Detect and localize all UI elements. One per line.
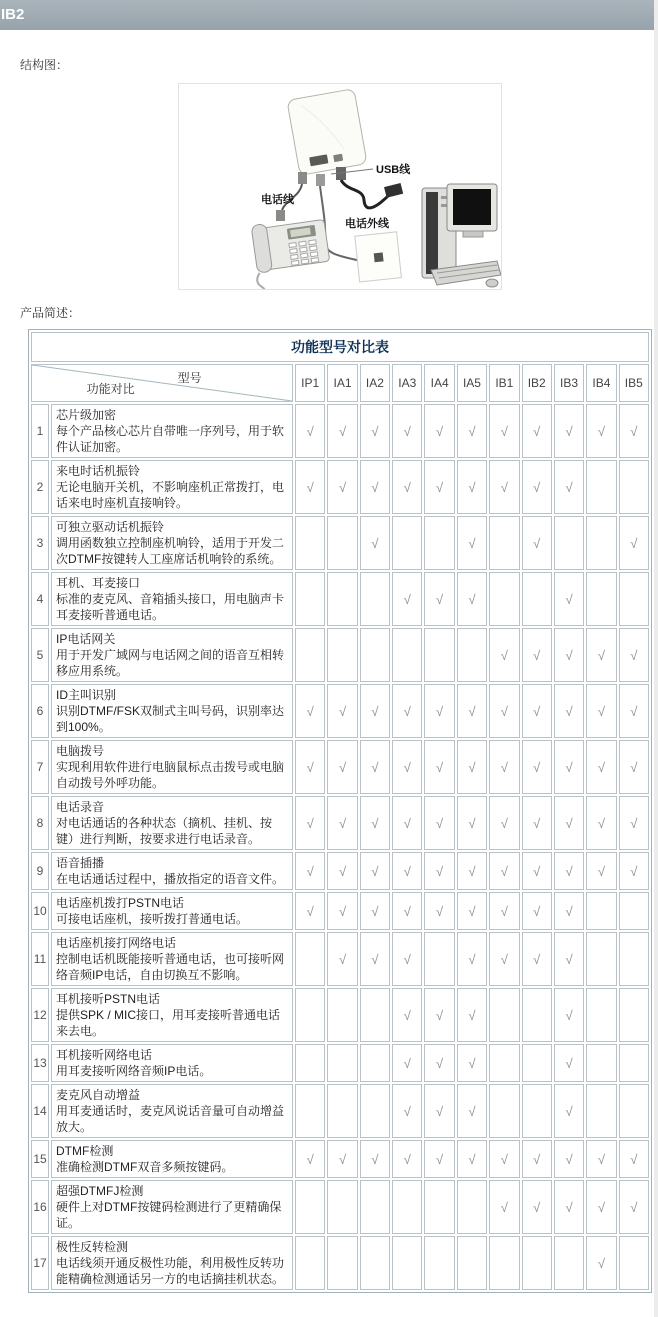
feature-title: 可独立驱动话机振铃 xyxy=(56,520,165,534)
check-mark: √ xyxy=(619,1180,649,1234)
check-mark: √ xyxy=(619,404,649,458)
check-mark: √ xyxy=(360,892,390,930)
check-mark: √ xyxy=(392,740,422,794)
check-mark: √ xyxy=(295,852,325,890)
check-mark: √ xyxy=(522,460,552,514)
model-header-ib1: IB1 xyxy=(489,364,519,402)
feature-title: 麦克风自动增益 xyxy=(56,1088,141,1102)
check-mark: √ xyxy=(424,852,454,890)
feature-row xyxy=(31,1236,649,1290)
check-mark: √ xyxy=(424,404,454,458)
feature-row xyxy=(31,684,649,738)
check-mark: √ xyxy=(327,892,357,930)
feature-row-number: 14 xyxy=(31,1084,49,1138)
check-mark: √ xyxy=(457,684,487,738)
feature-row-number: 1 xyxy=(31,404,49,458)
check-mark: √ xyxy=(327,796,357,850)
feature-row xyxy=(31,628,649,682)
check-mark: √ xyxy=(392,572,422,626)
check-mark: √ xyxy=(554,892,584,930)
check-empty xyxy=(360,988,390,1042)
check-mark: √ xyxy=(360,516,390,570)
feature-description: 控制电话机既能接听普通电话，也可接听网络音频IP电话，自由切换互不影响。 xyxy=(56,952,285,982)
check-mark: √ xyxy=(522,892,552,930)
check-mark: √ xyxy=(360,740,390,794)
check-empty xyxy=(360,1236,390,1290)
check-empty xyxy=(457,1180,487,1234)
check-mark: √ xyxy=(360,460,390,514)
check-mark: √ xyxy=(489,1140,519,1178)
check-mark: √ xyxy=(554,740,584,794)
check-mark: √ xyxy=(489,628,519,682)
check-mark: √ xyxy=(424,1084,454,1138)
feature-row-number: 17 xyxy=(31,1236,49,1290)
check-mark: √ xyxy=(392,892,422,930)
feature-description: 用于开发广域网与电话网之间的语音互相转移应用系统。 xyxy=(56,648,285,678)
check-mark: √ xyxy=(424,988,454,1042)
check-empty xyxy=(295,1084,325,1138)
feature-description: 每个产品核心芯片自带唯一序列号，用于软件认证加密。 xyxy=(56,424,285,454)
feature-row xyxy=(31,1044,649,1082)
feature-row xyxy=(31,572,649,626)
wall-jack-icon xyxy=(355,232,402,282)
check-empty xyxy=(424,1236,454,1290)
check-empty xyxy=(586,460,616,514)
check-mark: √ xyxy=(586,684,616,738)
model-header-ib4: IB4 xyxy=(586,364,616,402)
check-empty xyxy=(360,1180,390,1234)
check-mark: √ xyxy=(554,572,584,626)
check-empty xyxy=(424,932,454,986)
check-mark: √ xyxy=(489,460,519,514)
usb-cable xyxy=(341,180,389,208)
check-empty xyxy=(295,572,325,626)
check-mark: √ xyxy=(586,1236,616,1290)
feature-title: 来电时话机振铃 xyxy=(56,464,141,478)
check-empty xyxy=(295,1180,325,1234)
check-empty xyxy=(327,1084,357,1138)
check-empty xyxy=(619,1236,649,1290)
feature-title: 电话座机拨打PSTN电话 xyxy=(56,896,185,910)
check-mark: √ xyxy=(327,932,357,986)
check-empty xyxy=(586,1044,616,1082)
feature-row xyxy=(31,796,649,850)
check-mark: √ xyxy=(295,740,325,794)
model-header-ia3: IA3 xyxy=(392,364,422,402)
feature-description: 准确检测DTMF双音多频按键码。 xyxy=(56,1160,234,1174)
check-mark: √ xyxy=(392,988,422,1042)
check-empty xyxy=(295,1236,325,1290)
check-mark: √ xyxy=(457,404,487,458)
check-empty xyxy=(489,1236,519,1290)
usb-cable-label: USB线 xyxy=(376,164,411,176)
check-mark: √ xyxy=(327,740,357,794)
check-empty xyxy=(327,1236,357,1290)
check-mark: √ xyxy=(522,740,552,794)
feature-description: 标准的麦克风、音箱插头接口，用电脑声卡耳麦接听普通电话。 xyxy=(56,592,285,622)
check-mark: √ xyxy=(554,932,584,986)
check-empty xyxy=(392,628,422,682)
check-mark: √ xyxy=(424,572,454,626)
check-mark: √ xyxy=(522,796,552,850)
feature-title: 芯片级加密 xyxy=(56,408,117,422)
check-empty xyxy=(295,932,325,986)
feature-title: 耳机接听PSTN电话 xyxy=(56,992,161,1006)
feature-row xyxy=(31,404,649,458)
feature-row-number: 3 xyxy=(31,516,49,570)
model-header-ib2: IB2 xyxy=(522,364,552,402)
feature-row xyxy=(31,988,649,1042)
check-mark: √ xyxy=(619,684,649,738)
feature-title: IP电话网关 xyxy=(56,632,116,646)
check-mark: √ xyxy=(619,516,649,570)
feature-row xyxy=(31,1140,649,1178)
check-mark: √ xyxy=(586,740,616,794)
feature-row-number: 15 xyxy=(31,1140,49,1178)
check-mark: √ xyxy=(619,628,649,682)
feature-title: 电话录音 xyxy=(56,800,105,814)
check-mark: √ xyxy=(392,460,422,514)
check-mark: √ xyxy=(327,852,357,890)
check-mark: √ xyxy=(554,460,584,514)
check-mark: √ xyxy=(554,1044,584,1082)
feature-title: 耳机、耳麦接口 xyxy=(56,576,141,590)
corner-label-model: 型号 xyxy=(177,371,202,385)
check-mark: √ xyxy=(392,932,422,986)
feature-row-number: 4 xyxy=(31,572,49,626)
check-mark: √ xyxy=(586,796,616,850)
check-empty xyxy=(327,516,357,570)
corner-header-cell xyxy=(31,364,293,402)
feature-description: 用耳麦通话时，麦克风说话音量可自动增益放大。 xyxy=(56,1104,285,1134)
check-empty xyxy=(295,988,325,1042)
check-mark: √ xyxy=(360,404,390,458)
check-empty xyxy=(360,572,390,626)
check-mark: √ xyxy=(554,988,584,1042)
check-mark: √ xyxy=(457,988,487,1042)
check-empty xyxy=(327,1044,357,1082)
check-empty xyxy=(489,516,519,570)
check-empty xyxy=(619,460,649,514)
check-mark: √ xyxy=(586,1140,616,1178)
check-empty xyxy=(295,1044,325,1082)
check-mark: √ xyxy=(457,932,487,986)
check-empty xyxy=(586,932,616,986)
check-empty xyxy=(327,1180,357,1234)
check-mark: √ xyxy=(360,932,390,986)
check-mark: √ xyxy=(360,1140,390,1178)
check-mark: √ xyxy=(522,1140,552,1178)
adapter-device-icon xyxy=(287,89,367,176)
check-empty xyxy=(327,988,357,1042)
check-mark: √ xyxy=(522,404,552,458)
check-empty xyxy=(586,892,616,930)
check-empty xyxy=(586,572,616,626)
check-empty xyxy=(424,516,454,570)
feature-title: 语音插播 xyxy=(56,856,105,870)
check-mark: √ xyxy=(392,852,422,890)
check-mark: √ xyxy=(327,460,357,514)
check-mark: √ xyxy=(457,516,487,570)
check-mark: √ xyxy=(424,892,454,930)
check-mark: √ xyxy=(554,684,584,738)
check-mark: √ xyxy=(457,740,487,794)
check-mark: √ xyxy=(522,684,552,738)
check-mark: √ xyxy=(457,892,487,930)
check-empty xyxy=(295,516,325,570)
check-empty xyxy=(360,628,390,682)
check-empty xyxy=(327,572,357,626)
check-empty xyxy=(619,1084,649,1138)
check-mark: √ xyxy=(619,740,649,794)
table-title-row xyxy=(31,332,649,362)
check-empty xyxy=(522,1044,552,1082)
computer-icon xyxy=(422,184,501,287)
check-mark: √ xyxy=(619,796,649,850)
check-mark: √ xyxy=(489,404,519,458)
check-mark: √ xyxy=(424,740,454,794)
structure-section-label: 结构图： xyxy=(20,58,69,72)
feature-row xyxy=(31,932,649,986)
feature-title: 耳机接听网络电话 xyxy=(56,1048,153,1062)
check-mark: √ xyxy=(360,796,390,850)
check-empty xyxy=(392,516,422,570)
check-mark: √ xyxy=(554,404,584,458)
table-title: 功能型号对比表 xyxy=(31,332,649,362)
model-header-ia5: IA5 xyxy=(457,364,487,402)
feature-title: ID主叫识别 xyxy=(56,688,117,702)
check-mark: √ xyxy=(522,628,552,682)
feature-row-number: 11 xyxy=(31,932,49,986)
check-mark: √ xyxy=(457,572,487,626)
check-mark: √ xyxy=(489,1180,519,1234)
rj11-connector-icon xyxy=(276,210,285,221)
feature-row xyxy=(31,892,649,930)
model-header-ib3: IB3 xyxy=(554,364,584,402)
connection-diagram-illustration xyxy=(179,84,501,289)
check-empty xyxy=(489,988,519,1042)
check-mark: √ xyxy=(586,852,616,890)
feature-description: 无论电脑开关机，不影响座机正常拨打，电话来电时座机直接响铃。 xyxy=(56,480,285,510)
check-mark: √ xyxy=(392,404,422,458)
check-mark: √ xyxy=(457,852,487,890)
feature-description: 调用函数独立控制座机响铃，适用于开发二次DTMF按键转人工座席话机响铃的系统。 xyxy=(56,536,285,566)
check-empty xyxy=(424,1180,454,1234)
check-empty xyxy=(392,1180,422,1234)
diagonal-divider xyxy=(32,365,292,401)
check-mark: √ xyxy=(392,796,422,850)
check-empty xyxy=(586,1084,616,1138)
check-mark: √ xyxy=(554,1140,584,1178)
check-empty xyxy=(360,1044,390,1082)
check-mark: √ xyxy=(360,852,390,890)
check-mark: √ xyxy=(489,796,519,850)
check-mark: √ xyxy=(586,1180,616,1234)
check-empty xyxy=(619,988,649,1042)
check-empty xyxy=(522,1084,552,1138)
feature-row xyxy=(31,516,649,570)
check-mark: √ xyxy=(489,740,519,794)
telephone-icon xyxy=(250,216,334,289)
corner-label-function: 功能对比 xyxy=(86,382,135,396)
feature-title: 极性反转检测 xyxy=(56,1240,129,1254)
check-empty xyxy=(327,628,357,682)
rj11-connector-icon xyxy=(316,174,325,186)
check-mark: √ xyxy=(424,796,454,850)
check-mark: √ xyxy=(457,460,487,514)
overview-section-label: 产品简述： xyxy=(20,306,81,320)
check-mark: √ xyxy=(489,684,519,738)
rj11-connector-icon xyxy=(298,172,307,184)
model-header-row xyxy=(31,364,649,402)
feature-row-number: 5 xyxy=(31,628,49,682)
feature-title: 电脑拨号 xyxy=(56,744,105,758)
check-mark: √ xyxy=(489,852,519,890)
feature-row-number: 13 xyxy=(31,1044,49,1082)
feature-comparison-table xyxy=(28,329,652,1293)
check-mark: √ xyxy=(522,932,552,986)
feature-title: DTMF检测 xyxy=(56,1144,114,1158)
check-mark: √ xyxy=(554,1180,584,1234)
check-mark: √ xyxy=(554,852,584,890)
feature-description: 硬件上对DTMF按键码检测进行了更精确保证。 xyxy=(56,1200,282,1230)
model-header-ib5: IB5 xyxy=(619,364,649,402)
check-empty xyxy=(554,1236,584,1290)
check-empty xyxy=(392,1236,422,1290)
feature-row xyxy=(31,852,649,890)
check-empty xyxy=(457,1236,487,1290)
check-empty xyxy=(619,572,649,626)
model-header-ia4: IA4 xyxy=(424,364,454,402)
feature-row-number: 7 xyxy=(31,740,49,794)
check-mark: √ xyxy=(392,1140,422,1178)
feature-row xyxy=(31,1084,649,1138)
feature-row-number: 16 xyxy=(31,1180,49,1234)
model-header-ia1: IA1 xyxy=(327,364,357,402)
feature-description: 提供SPK / MIC接口，用耳麦接听普通电话来去电。 xyxy=(56,1008,281,1038)
feature-description: 电话线须开通反极性功能，利用极性反转功能精确检测通话另一方的电话摘挂机状态。 xyxy=(56,1256,285,1286)
check-empty xyxy=(360,1084,390,1138)
check-mark: √ xyxy=(295,796,325,850)
check-mark: √ xyxy=(392,1044,422,1082)
feature-description: 对电话通话的各种状态（摘机、挂机、按键）进行判断，按要求进行电话录音。 xyxy=(56,816,273,846)
feature-description: 实现利用软件进行电脑鼠标点击拨号或电脑自动拨号外呼功能。 xyxy=(56,760,285,790)
check-mark: √ xyxy=(522,1180,552,1234)
check-mark: √ xyxy=(295,684,325,738)
feature-description: 可接电话座机，接听拨打普通电话。 xyxy=(56,912,249,926)
model-header-ia2: IA2 xyxy=(360,364,390,402)
check-empty xyxy=(619,932,649,986)
feature-row-number: 6 xyxy=(31,684,49,738)
check-empty xyxy=(489,1044,519,1082)
check-mark: √ xyxy=(554,796,584,850)
check-empty xyxy=(522,1236,552,1290)
check-mark: √ xyxy=(424,460,454,514)
check-mark: √ xyxy=(392,684,422,738)
check-mark: √ xyxy=(295,1140,325,1178)
check-mark: √ xyxy=(522,516,552,570)
check-mark: √ xyxy=(327,684,357,738)
check-mark: √ xyxy=(457,1084,487,1138)
check-empty xyxy=(586,516,616,570)
check-mark: √ xyxy=(619,852,649,890)
check-mark: √ xyxy=(457,1044,487,1082)
check-mark: √ xyxy=(392,1084,422,1138)
check-empty xyxy=(457,628,487,682)
feature-description: 识别DTMF/FSK双制式主叫号码，识别率达到100%。 xyxy=(56,704,284,734)
check-empty xyxy=(424,628,454,682)
check-mark: √ xyxy=(522,852,552,890)
check-mark: √ xyxy=(424,684,454,738)
feature-row-number: 10 xyxy=(31,892,49,930)
check-mark: √ xyxy=(489,932,519,986)
check-mark: √ xyxy=(327,1140,357,1178)
check-mark: √ xyxy=(424,1044,454,1082)
feature-description: 用耳麦接听网络音频IP电话。 xyxy=(56,1064,212,1078)
check-empty xyxy=(489,572,519,626)
feature-row-number: 8 xyxy=(31,796,49,850)
feature-title: 电话座机接打网络电话 xyxy=(56,936,177,950)
model-header-ip1: IP1 xyxy=(295,364,325,402)
check-mark: √ xyxy=(619,1140,649,1178)
check-mark: √ xyxy=(457,796,487,850)
check-empty xyxy=(586,988,616,1042)
check-mark: √ xyxy=(295,404,325,458)
feature-description: 在电话通话过程中，播放指定的语音文件。 xyxy=(56,872,285,886)
page-title-bar xyxy=(0,0,654,30)
check-mark: √ xyxy=(327,404,357,458)
check-mark: √ xyxy=(360,684,390,738)
check-empty xyxy=(522,988,552,1042)
phone-ext-label: 电话外线 xyxy=(345,218,389,230)
usb-plug-icon xyxy=(384,183,403,198)
check-mark: √ xyxy=(295,892,325,930)
check-mark: √ xyxy=(586,628,616,682)
check-empty xyxy=(619,1044,649,1082)
feature-title: 超强DTMFJ检测 xyxy=(56,1184,144,1198)
feature-row-number: 12 xyxy=(31,988,49,1042)
phone-line-label: 电话线 xyxy=(261,194,294,206)
check-mark: √ xyxy=(295,460,325,514)
check-mark: √ xyxy=(489,892,519,930)
connection-diagram xyxy=(178,83,502,290)
page-title: IB2 xyxy=(1,6,25,23)
feature-row xyxy=(31,740,649,794)
check-empty xyxy=(554,516,584,570)
check-mark: √ xyxy=(554,628,584,682)
feature-row xyxy=(31,1180,649,1234)
check-mark: √ xyxy=(554,1084,584,1138)
feature-row-number: 2 xyxy=(31,460,49,514)
check-mark: √ xyxy=(424,1140,454,1178)
check-mark: √ xyxy=(457,1140,487,1178)
check-empty xyxy=(295,628,325,682)
check-mark: √ xyxy=(586,404,616,458)
check-empty xyxy=(522,572,552,626)
check-empty xyxy=(489,1084,519,1138)
feature-row-number: 9 xyxy=(31,852,49,890)
feature-row xyxy=(31,460,649,514)
check-empty xyxy=(619,892,649,930)
